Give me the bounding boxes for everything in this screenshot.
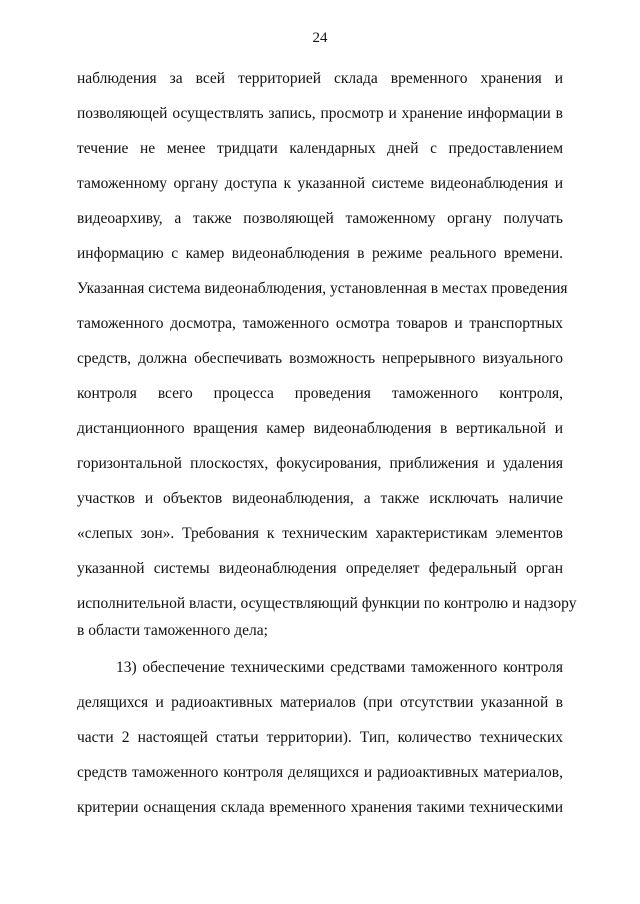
text-line: таможенному органу доступа к указанной системе видеонаблюдения и [77,175,563,192]
text-line: позволяющей осуществлять запись, просмотр и хранение информации в [77,105,563,122]
text-line: наблюдения за всей территорией склада временного хранения и [77,70,563,87]
text-line: участков и объектов видеонаблюдения, а также исключать наличие [77,490,563,507]
text-line: средств таможенного контроля делящихся и радиоактивных материалов, [77,764,563,781]
text-line: Указанная система видеонаблюдения, установленная в местах проведения [77,280,568,297]
text-line: горизонтальной плоскостях, фокусирования, приближения и удаления [77,455,563,472]
text-line: средств, должна обеспечивать возможность непрерывного визуального [77,350,563,367]
text-line: части 2 настоящей статьи территории). Тип, количество технических [77,729,563,746]
text-line: указанной системы видеонаблюдения определяет федеральный орган [77,560,563,577]
text-line: в области таможенного дела; [77,622,268,639]
text-line: критерии оснащения склада временного хранения такими техническими [77,799,563,816]
text-line: дистанционного вращения камер видеонаблюдения в вертикальной и [77,420,563,437]
text-line: контроля всего процесса проведения таможенного контроля, [77,385,563,402]
text-line: 13) обеспечение техническими средствами таможенного контроля [116,659,563,676]
text-line: течение не менее тридцати календарных дней с предоставлением [77,140,563,157]
text-line: видеоархиву, а также позволяющей таможенному органу получать [77,210,563,227]
page-number: 24 [312,30,328,46]
text-line: таможенного досмотра, таможенного осмотра товаров и транспортных [77,315,563,332]
text-line: исполнительной власти, осуществляющий функции по контролю и надзору [77,595,577,612]
text-line: информацию с камер видеонаблюдения в режиме реального времени. [77,245,563,262]
text-line: делящихся и радиоактивных материалов (при отсутствии указанной в [77,694,563,711]
text-line: «слепых зон». Требования к техническим характеристикам элементов [77,525,563,542]
